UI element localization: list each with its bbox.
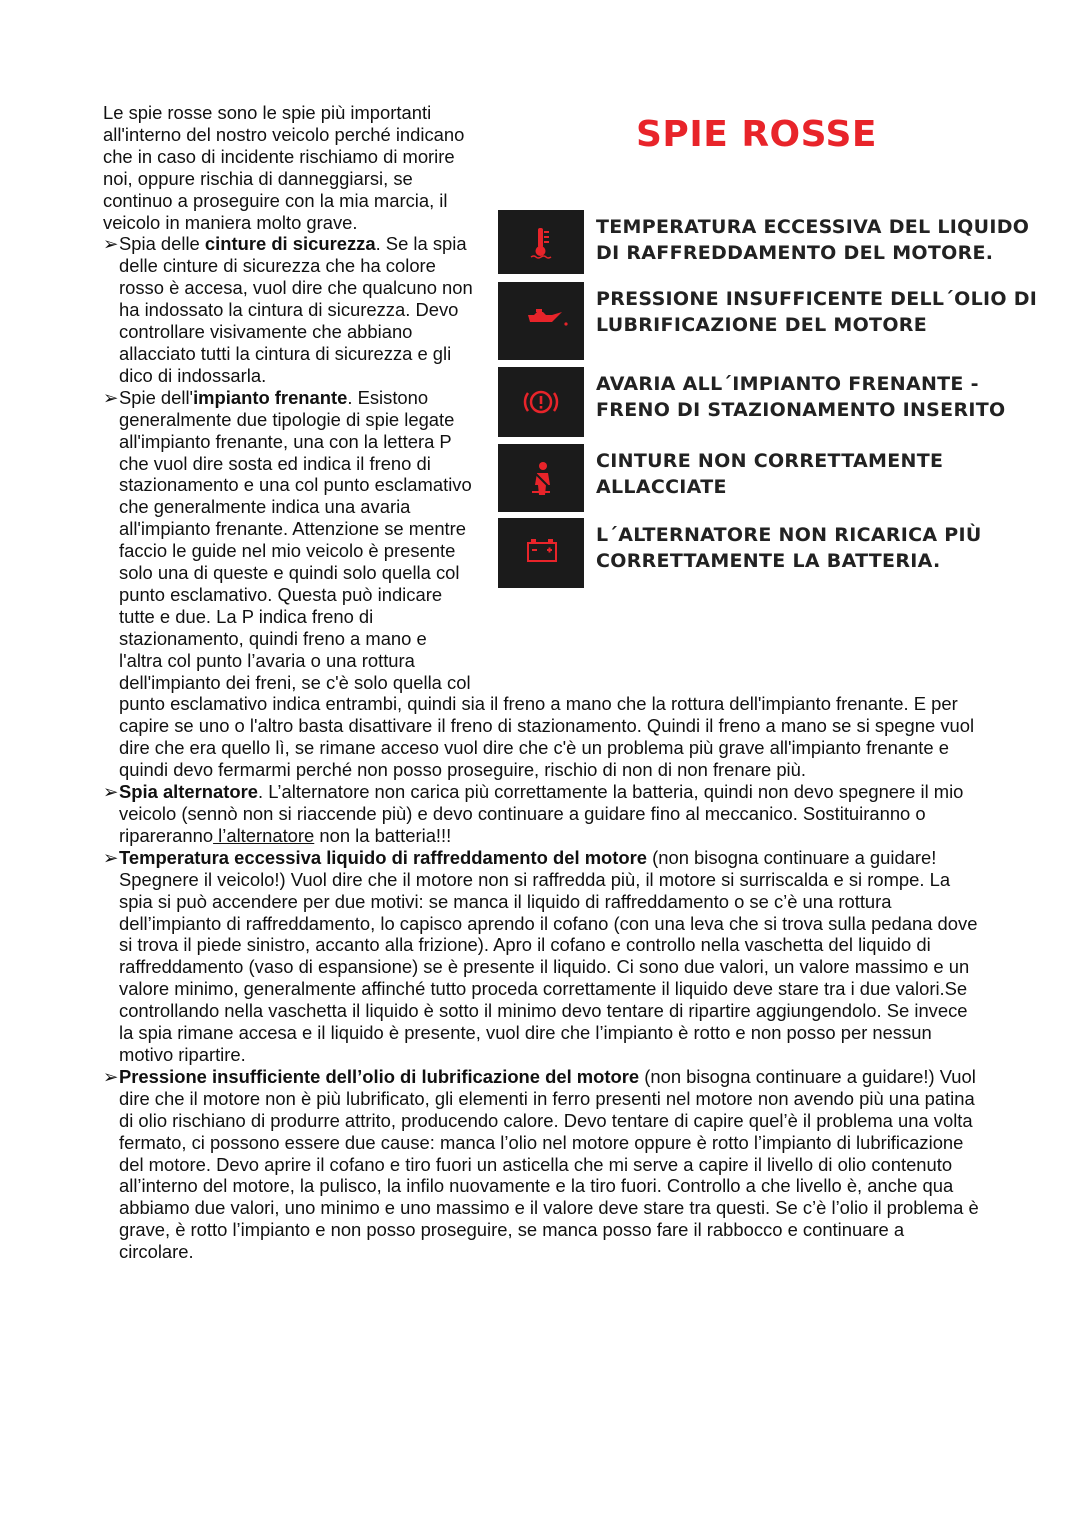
warning-text-coolant: TEMPERATURA ECCESSIVA DEL LIQUIDO DI RAFFREDDAMENTO DEL MOTORE. (596, 216, 1030, 264)
intro-paragraph: Le spie rosse sono le spie più importanti all'interno del nostro veicolo perché indicano che in caso di incidente rischiamo di morire noi, oppure rischia di danneggiarsi, se continuo a proseguire con la mia marcia, il veicolo in maniera molto grave. (103, 102, 465, 233)
body-text (103, 102, 983, 1263)
bullet-brake-system: ➢ Spie dell'impianto frenante. Esistono generalmente due tipologie di spie legate all'impianto frenante, una con la lettera P che vuol dire sosta ed indica il freno di stazionamento e una col punto esclamativo che generalmente indica una avaria all'impianto frenante. Attenzione se mentre faccio le guide nel mio veicolo è presente solo una di queste e quindi solo quella col punto esclamativo. Questa può indicare tutte e due. La P indica freno di stazionamento, quindi freno a mano e l'altra col punto l’avaria o una rottura dell'impianto dei freni, se c'è solo quella col punto esclamativo indica entrambi, quindi sia il freno a mano che la rottura dell'impianto frenante. E per capire se uno o l'altro basta disattivare il freno di stazionamento. Quindi il freno a mano se si spegne vuol dire che era quello lì, se rimane acceso vuol dire che c'è un problema più grave all'impianto frenante e quindi devo fermarmi perché non posso proseguire, rischio di non di non frenare più. (103, 386, 975, 781)
infographic-title: SPIE ROSSE (636, 114, 877, 155)
arrow-bullet-icon: ➢ (103, 233, 119, 255)
warning-text-brake: AVARIA ALL´IMPIANTO FRENANTE - FRENO DI STAZIONAMENTO INSERITO (596, 373, 1006, 421)
warning-text-oil: PRESSIONE INSUFFICENTE DELL´OLIO DI LUBRIFICAZIONE DEL MOTORE (596, 288, 1038, 336)
arrow-bullet-icon: ➢ (103, 386, 119, 408)
arrow-bullet-icon: ➢ (103, 1065, 119, 1087)
bullet-oil-pressure: ➢ Pressione insufficiente dell’olio di lubrificazione del motore (non bisogna continuare a guidare!) Vuol dire che il motore non è più lubrificato, gli elementi in ferro presenti nel motore non avendo più una patina di olio rischiano di produrre attrito, producendo calore. Devo tentare di capire quel’è il problema una volta fermato, ci possono essere due cause: manca l’olio nel motore oppure è rotto l’impianto di lubrificazione del motore. Devo aprire il cofano e tiro fuori un asticella che mi serve a capire il livello di olio contenuto all’interno del motore, la pulisco, la infilo nuovamente e la tiro fuori. Controllo a che livello è, anche qua abbiamo due valori, uno minimo e uno massimo e il valore deve stare tra questi. Se c’è l’olio il problema è grave, è rotto l’impianto e non posso proseguire, se manca posso fare il rabbocco e continuare a circolare. (103, 1065, 979, 1263)
warning-text-battery: L´ALTERNATORE NON RICARICA PIÙ CORRETTAMENTE LA BATTERIA. (596, 524, 982, 572)
arrow-bullet-icon: ➢ (103, 846, 119, 868)
warning-text-seatbelt: CINTURE NON CORRETTAMENTE ALLACCIATE (596, 450, 944, 498)
bullet-coolant-temperature: ➢ Temperatura eccessiva liquido di raffreddamento del motore (non bisogna continuare a guidare! Spegnere il veicolo!) Vuol dire che il motore non si raffredda più, il motore si surriscalda e si rompe. La spia si può accendere per due motivi: se manca il liquido di raffreddamento o se c’è una rottura dell’impianto di raffreddamento, lo capisco aprendo il cofano (con una leva che si trova sulla pedana dove si trova il piede sinistro, accanto alla frizione). Apro il cofano e controllo nella vaschetta del liquido di raffreddamento (vaso di espansione) se è presente il liquido. Ci sono due valori, un valore massimo e un valore minimo, generalmente affinché tutto proceda correttamente il liquido deve stare tra i due valori.Se controllando nella vaschetta il liquido è sotto il minimo devo tentare di ripartire aggiungendolo. Se invece la spia rimane accesa e il liquido è presente, vuol dire che l’impianto è rotto e non posso per nessun motivo ripartire. (103, 846, 978, 1065)
bullet-seatbelt: ➢ Spia delle cinture di sicurezza. Se la spia delle cinture di sicurezza che ha colore rosso è accesa, vuol dire che qualcuno non ha indossato la cintura di sicurezza. Devo controllare visivamente che abbiano allacciato tutti la cintura di sicurezza e gli dico di indossarla. (103, 233, 473, 386)
bullet-alternator: ➢ Spia alternatore. L’alternatore non carica più correttamente la batteria, quindi non devo spegnere il mio veicolo (sennò non si riaccende più) e devo continuare a guidare fino al meccanico. Sostituiranno o ripareranno l’alternatore non la batteria!!! (103, 781, 964, 846)
arrow-bullet-icon: ➢ (103, 781, 119, 803)
